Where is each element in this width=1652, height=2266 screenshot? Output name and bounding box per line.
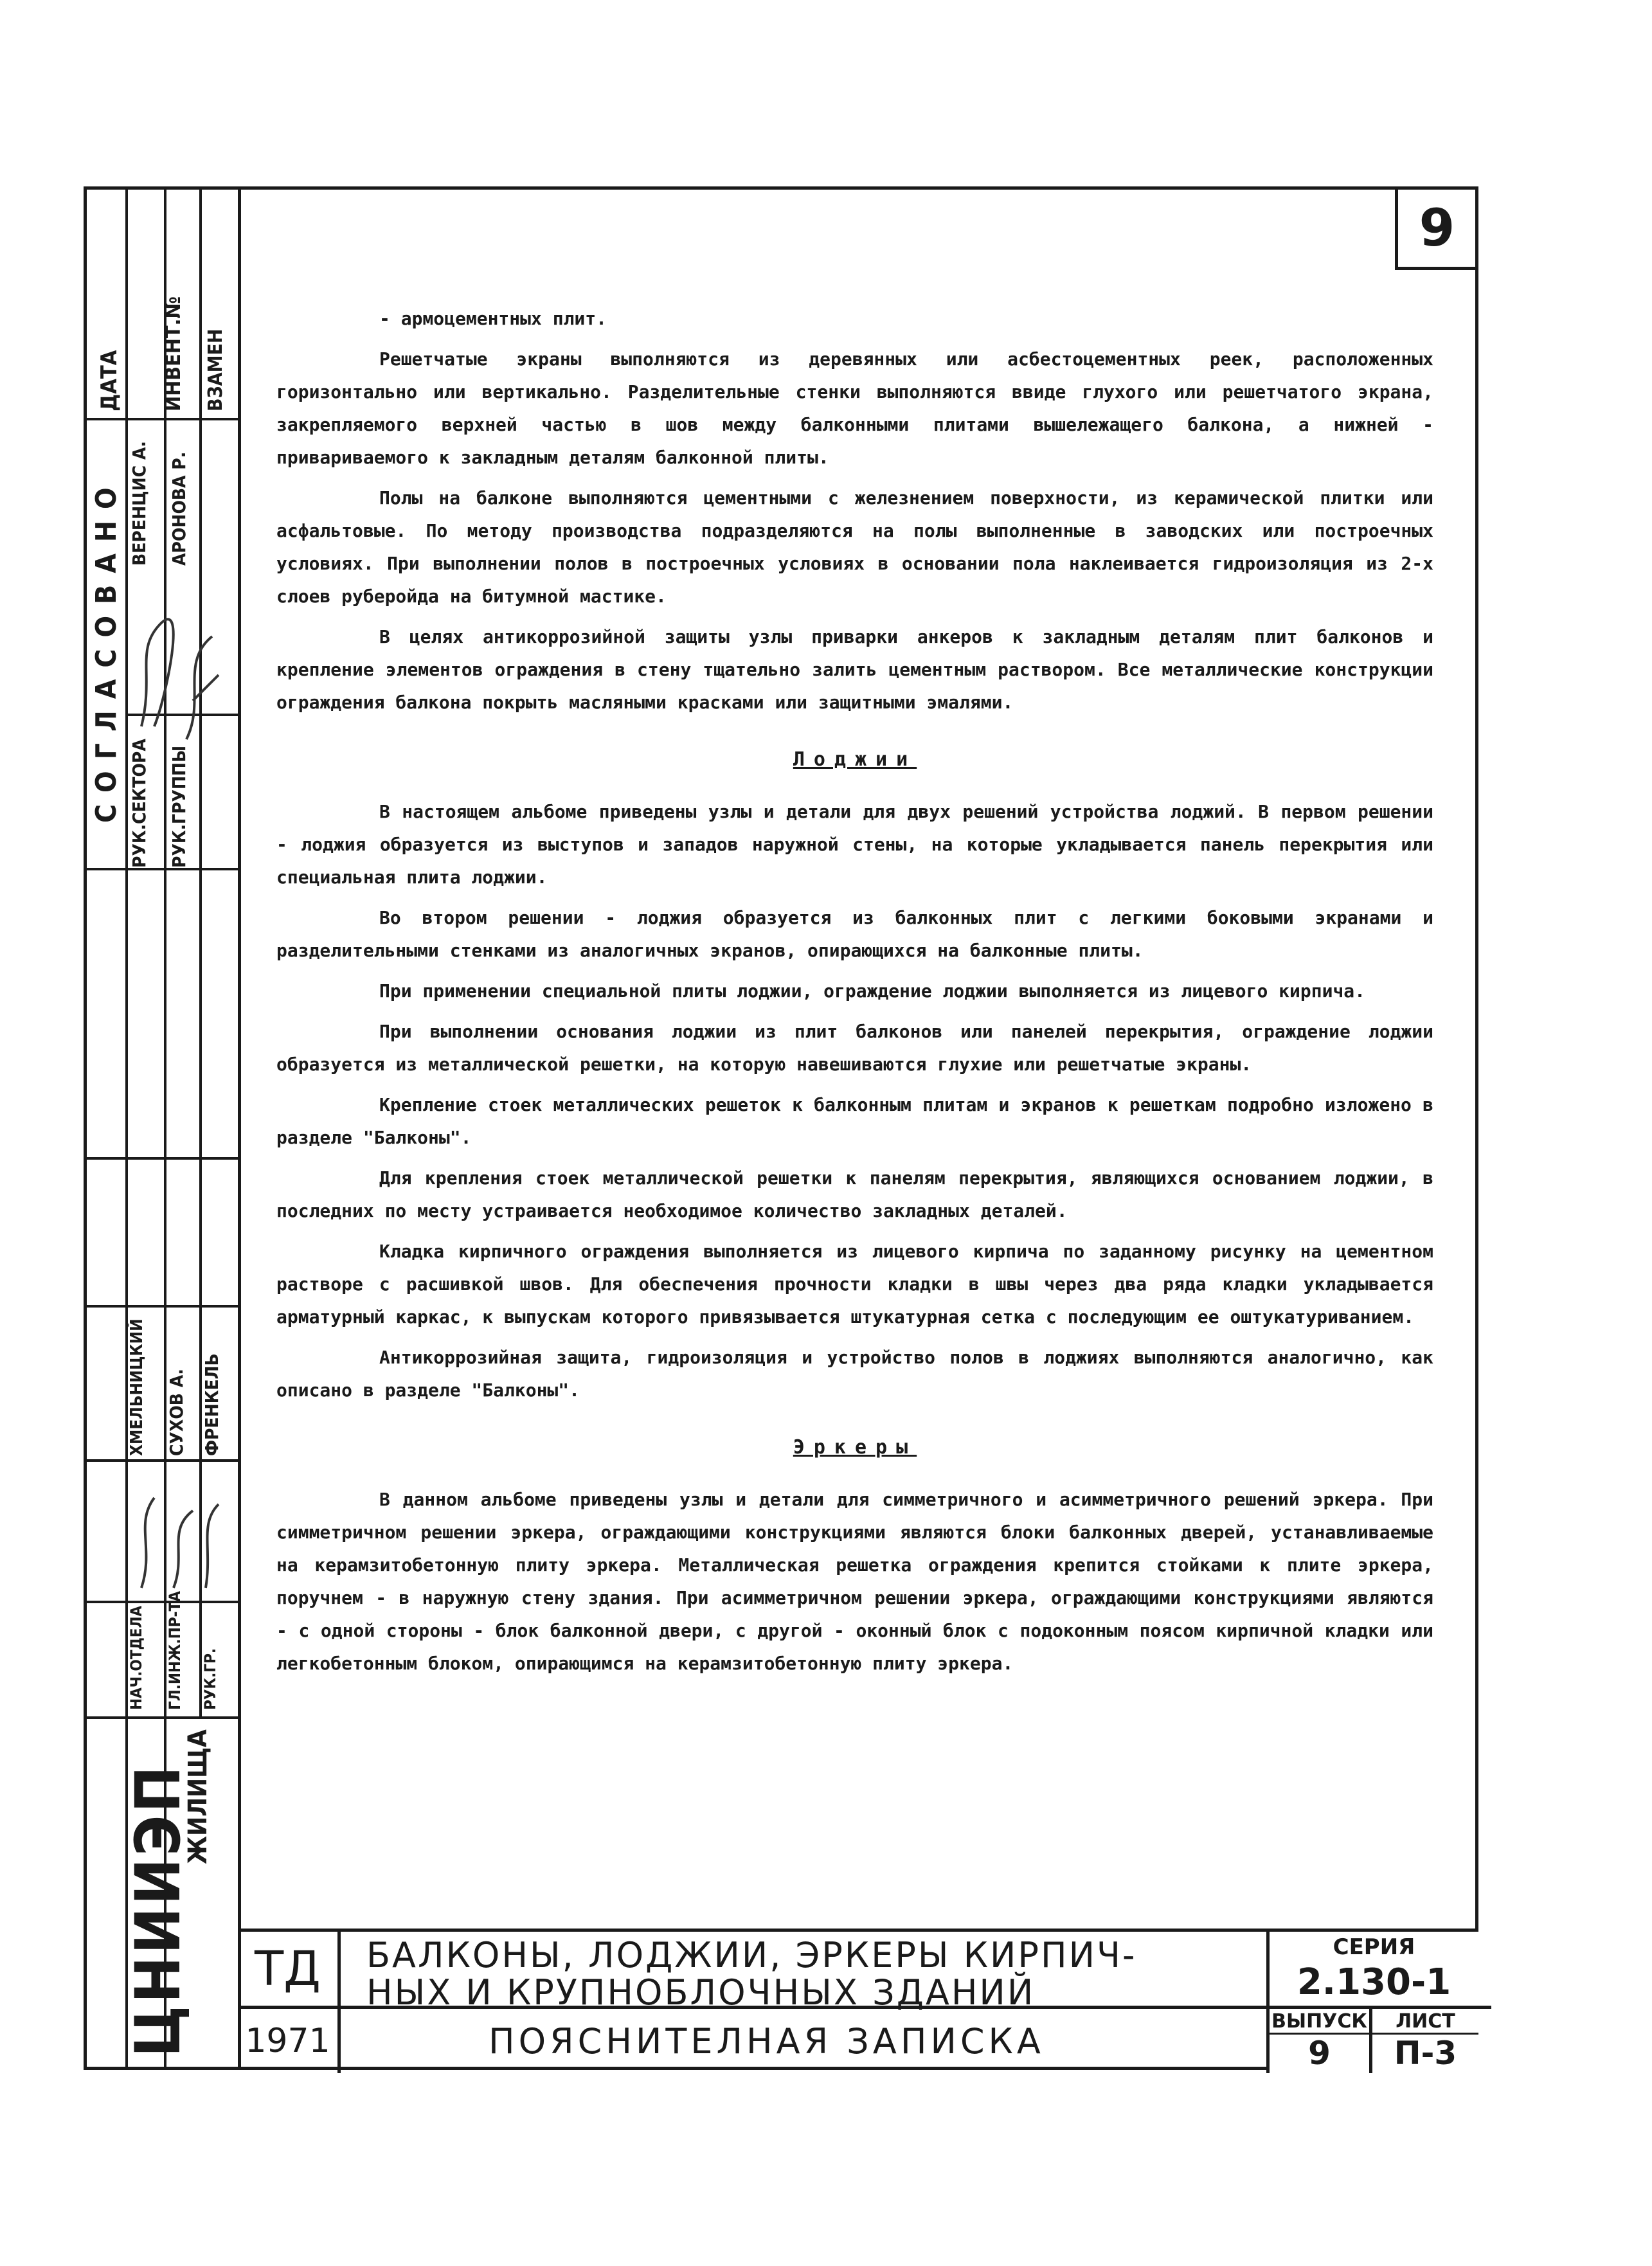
stamp-divider	[84, 1716, 238, 1719]
paragraph: Антикоррозийная защита, гидроизоляция и устройство полов в лоджиях выполняются аналогично, как описано в разделе "Балконы".	[276, 1347, 1433, 1401]
stamp-invent-label: ИНВЕНТ.№	[161, 296, 185, 411]
paragraph: - армоцементных плит.	[379, 308, 607, 329]
stamp-institute: ЦНИИЭП	[122, 1763, 194, 2057]
section-heading-loggia: Лоджии	[793, 748, 917, 771]
stamp-institute-sub: ЖИЛИЩА	[183, 1729, 213, 1864]
paragraph: Кладка кирпичного ограждения выполняется из лицевого кирпича по заданному рисунку на цементном растворе с расшивкой швов. Для обеспечения прочности кладки в швы через два ряда кладки укладывается арматурный каркас, к выпускам которого привязывается штукатурная сетка с последующим ее оштукатуриванием.	[276, 1241, 1433, 1327]
title-block	[238, 1929, 1478, 2070]
sheet-cell	[1372, 2009, 1478, 2073]
paragraph: В настоящем альбоме приведены узлы и детали для двух решений устройства лоджий. В первом решении - лоджия образуется из выступов и западов наружной стены, на которые укладывается панель перекрытия или специальная плита лоджии.	[276, 801, 1433, 888]
paragraph: В данном альбоме приведены узлы и детали для симметричного и асимметричного решений эркера. При симметричном решении эркера, ограждающими конструкциями являются блоки балконных дверей, устанавливаемые на керамзитобетонную плиту эркера. Металлическая решетка ограждения крепится стойками к плите эркера, поручнем - в наружную стену здания. При асимметричном решении эркера, ограждающими конструкциями являются - с одной стороны - блок балконной двери, с другой - оконный блок с подоконным поясом кирпичной кладки или легкобетонным блоком, опирающимся на керамзитобетонную плиту эркера.	[276, 1489, 1433, 1674]
stamp-ruk-gruppy: РУК.ГРУППЫ	[168, 745, 190, 868]
paragraph: При применении специальной плиты лоджии, ограждение лоджии выполняется из лицевого кирпича.	[379, 980, 1366, 1002]
title-line-1: БАЛКОНЫ, ЛОДЖИИ, ЭРКЕРЫ КИРПИЧ-	[366, 1935, 1137, 1975]
issue-label: ВЫПУСК	[1270, 2010, 1369, 2035]
paragraph: В целях антикоррозийной защиты узлы приварки анкеров к закладным деталям плит балконов и крепление элементов ограждения в стену тщательно залить цементным раствором. Все металлические конструкции ограждения балкона покрыть масляными красками или защитными эмалями.	[276, 626, 1433, 713]
stamp-role-1: НАЧ.ОТДЕЛА	[127, 1605, 145, 1710]
stamp-date-label: ДАТА	[96, 350, 122, 411]
sheet-label: ЛИСТ	[1372, 2010, 1478, 2035]
stamp-lower-name-3: ФРЕНКЕЛЬ	[201, 1353, 222, 1456]
stamp-lower-name-2: СУХОВ А.	[166, 1369, 187, 1456]
stamp-name-1: ВЕРЕНЦИС А.	[129, 441, 150, 566]
series-label: СЕРИЯ	[1333, 1934, 1415, 1960]
stamp-name-2: АРОНОВА Р.	[168, 451, 190, 566]
paragraph: Во втором решении - лоджия образуется из балконных плит с легкими боковыми экранами и разделительными стенками из аналогичных экранов, опирающихся на балконные плиты.	[276, 907, 1433, 961]
document-code: ТД	[238, 1932, 341, 2009]
title-line-2: НЫХ И КРУПНОБЛОЧНЫХ ЗДАНИЙ	[366, 1972, 1036, 2013]
stamp-role-3: РУК.ГР.	[201, 1648, 219, 1710]
stamp-soglasovano-label: СОГЛАСОВАНО	[90, 476, 123, 823]
document-subtitle: ПОЯСНИТЕЛНАЯ ЗАПИСКА	[489, 2020, 1045, 2062]
signature-mark	[129, 1472, 231, 1601]
stamp-vzamen-label: ВЗАМЕН	[204, 328, 227, 411]
stamp-divider	[84, 1157, 238, 1160]
paragraph: Для крепления стоек металлической решетки к панелям перекрытия, являющихся основанием лоджии, в последних по месту устраивается необходимое количество закладных деталей.	[276, 1167, 1433, 1221]
document-year: 1971	[238, 2009, 341, 2073]
stamp-ruk-sektor: РУК.СЕКТОРА	[129, 739, 150, 868]
signature-mark	[129, 598, 231, 752]
series-cell	[1266, 1932, 1478, 2009]
paragraph: Крепление стоек металлических решеток к балконным плитам и экранов к решеткам подробно изложено в разделе "Балконы".	[276, 1094, 1433, 1148]
issue-value: 9	[1308, 2035, 1331, 2072]
paragraph: Решетчатые экраны выполняются из деревянных или асбестоцементных реек, расположенных горизонтально или вертикально. Разделительные стенки выполняются ввиде глухого или решетчатого экрана, закрепляемого верхней частью в шов между балконными плитами вышележащего балкона, а нижней - привариваемого к закладным деталям балконной плиты.	[276, 348, 1433, 468]
section-heading-erker: Эркеры	[793, 1436, 917, 1459]
stamp-divider	[84, 418, 238, 420]
stamp-role-2: ГЛ.ИНЖ.ПР-ТА	[166, 1591, 184, 1710]
page-number: 9	[1395, 189, 1476, 270]
sheet-value: П-3	[1394, 2035, 1457, 2072]
paragraph: При выполнении основания лоджии из плит балконов или панелей перекрытия, ограждение лоджии образуется из металлической решетки, на которую навешиваются глухие или решетчатые экраны.	[276, 1021, 1433, 1075]
stamp-divider	[84, 1459, 238, 1462]
stamp-divider	[84, 1601, 238, 1603]
stamp-divider	[84, 868, 238, 870]
paragraph: Полы на балконе выполняются цементными с железнением поверхности, из керамической плитки или асфальтовые. По методу производства подразделяются на полы выполненные в заводских или построечных условиях. При выполнении полов в построечных условиях в основании пола наклеивается гидроизоляция из 2-х слоев руберойда на битумной мастике.	[276, 487, 1433, 607]
series-value: 2.130-1	[1297, 1961, 1451, 2003]
stamp-lower-name-1: ХМЕЛЬНИЦКИЙ	[127, 1318, 147, 1456]
issue-cell	[1266, 2009, 1372, 2073]
stamp-divider	[84, 1305, 238, 1308]
explanatory-text	[276, 302, 1433, 1687]
